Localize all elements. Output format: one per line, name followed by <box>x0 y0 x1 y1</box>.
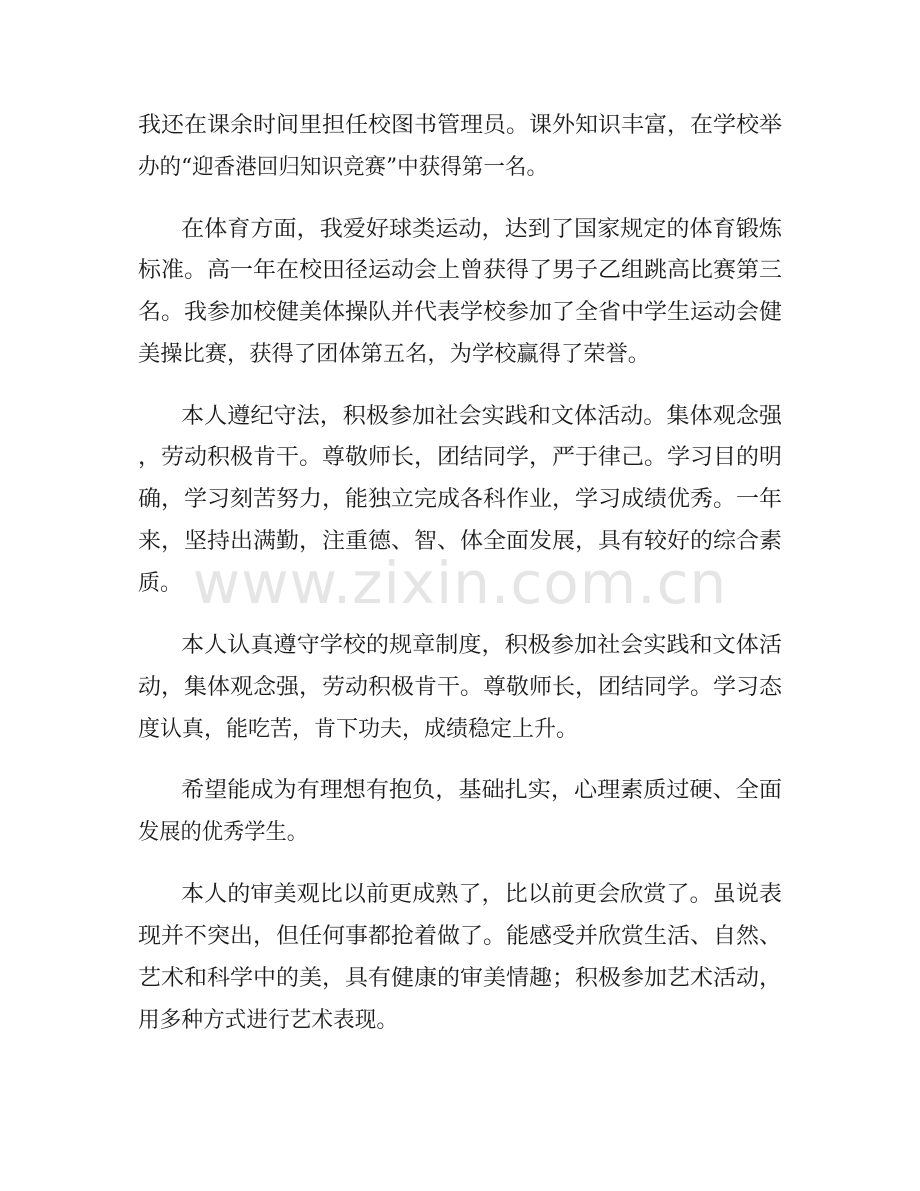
text-line-content: 发展的优秀学生。 <box>138 820 308 845</box>
text-line <box>0 917 920 957</box>
text-line <box>0 710 920 750</box>
text-line-content: 现并不突出，但任何事都抢着做了。能感受并欣赏生活、自然、 <box>138 924 782 949</box>
text-line-content: 本人认真遵守学校的规章制度，积极参加社会实践和文体活 <box>181 633 782 658</box>
text-line-content: ，劳动积极肯干。尊敬师长，团结同学，严于律己。学习目的明 <box>138 445 782 470</box>
text-line-content: 本人遵纪守法，积极参加社会实践和文体活动。集体观念强 <box>181 404 782 429</box>
text-line <box>0 668 920 708</box>
text-line-content: 动，集体观念强，劳动积极肯干。尊敬师长，团结同学。学习态 <box>138 675 782 700</box>
text-line <box>0 397 920 437</box>
text-line <box>0 438 920 478</box>
text-line <box>0 293 920 333</box>
text-line <box>0 148 920 188</box>
text-line <box>0 626 920 666</box>
watermark: www.zixin.com.cn <box>192 549 728 617</box>
text-line <box>0 959 920 999</box>
text-line-content: 艺术和科学中的美，具有健康的审美情趣；积极参加艺术活动， <box>138 966 782 991</box>
text-line-content: 名。我参加校健美体操队并代表学校参加了全省中学生运动会健 <box>138 300 782 325</box>
text-line-content: 美操比赛，获得了团体第五名，为学校赢得了荣誉。 <box>138 342 650 367</box>
text-line <box>0 251 920 291</box>
text-line-content: 本人的审美观比以前更成熟了，比以前更会欣赏了。虽说表 <box>181 882 782 907</box>
text-line-content: 用多种方式进行艺术表现。 <box>138 1008 398 1033</box>
text-line <box>0 1001 920 1041</box>
text-line-content: 在体育方面，我爱好球类运动，达到了国家规定的体育锻炼 <box>181 217 782 242</box>
text-line <box>0 106 920 146</box>
text-line <box>0 771 920 811</box>
text-line-content: 来，坚持出满勤，注重德、智、体全面发展，具有较好的综合素 <box>138 529 782 554</box>
text-line-content: 度认真，能吃苦，肯下功夫，成绩稳定上升。 <box>138 717 578 742</box>
text-line <box>0 335 920 375</box>
text-line-content: 办的“迎香港回归知识竞赛”中获得第一名。 <box>138 155 548 180</box>
text-line-content: 我还在课余时间里担任校图书管理员。课外知识丰富，在学校举 <box>138 113 782 138</box>
text-line-content: 标准。高一年在校田径运动会上曾获得了男子乙组跳高比赛第三 <box>138 258 782 283</box>
text-line <box>0 813 920 853</box>
text-line <box>0 210 920 250</box>
text-line-content: 质。 <box>138 571 182 596</box>
text-line-content: 希望能成为有理想有抱负，基础扎实，心理素质过硬、全面 <box>181 778 782 803</box>
text-line-content: 确，学习刻苦努力，能独立完成各科作业，学习成绩优秀。一年 <box>138 487 782 512</box>
text-line <box>0 480 920 520</box>
text-line <box>0 875 920 915</box>
